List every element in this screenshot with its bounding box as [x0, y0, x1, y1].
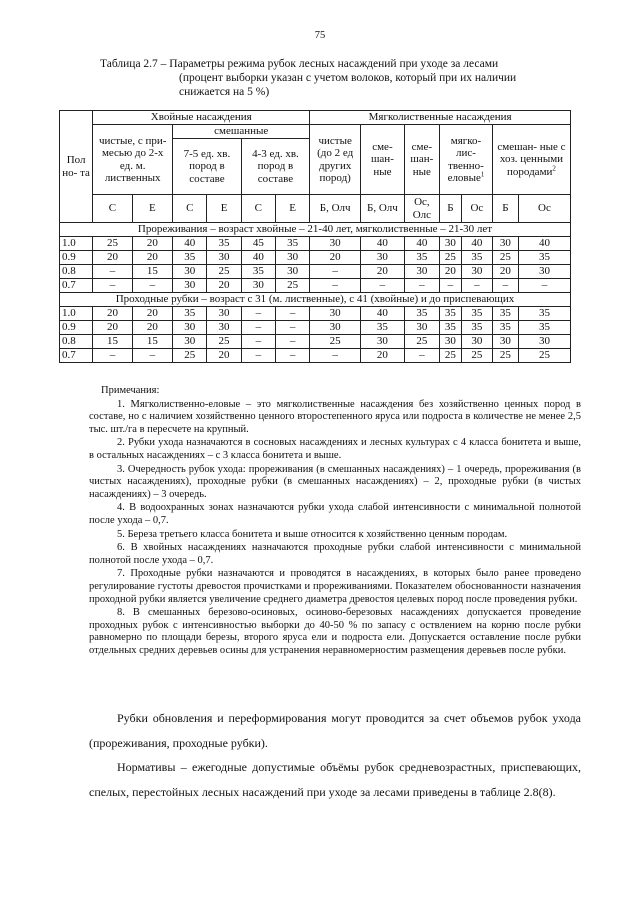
value-cell: 25 — [492, 349, 518, 363]
value-cell: 20 — [361, 265, 405, 279]
value-cell: – — [461, 279, 492, 293]
value-cell: 35 — [404, 251, 439, 265]
value-cell: 35 — [492, 307, 518, 321]
header-mixed-1: сме- шан- ные — [361, 125, 405, 195]
value-cell: 15 — [93, 335, 132, 349]
value-cell: 30 — [207, 251, 241, 265]
value-cell: 35 — [440, 321, 462, 335]
header-myagko: мягко- лис- твенно- еловые$^1$ — [440, 125, 493, 195]
caption-line-1: Таблица 2.7 – Параметры режима рубок лесных насаждений при уходе за лесами — [100, 58, 499, 70]
body-paragraph-1: Рубки обновления и переформирования могут проводится за счет объемов рубок ухода (прореживания, проходные рубки). — [89, 711, 581, 750]
value-cell: 30 — [310, 237, 361, 251]
species-cell: Б — [440, 195, 462, 223]
value-cell: 25 — [440, 349, 462, 363]
value-cell: 35 — [361, 321, 405, 335]
value-cell: 35 — [404, 307, 439, 321]
value-cell: 20 — [132, 307, 172, 321]
value-cell: – — [132, 279, 172, 293]
table-row — [60, 237, 571, 251]
value-cell: – — [518, 279, 570, 293]
value-cell: 20 — [310, 251, 361, 265]
value-cell: – — [275, 307, 309, 321]
species-row — [60, 195, 571, 223]
value-cell: 25 — [404, 335, 439, 349]
note-item: 1. Мягколиственно-еловые – это мягколиственные насаждения без хозяйственно ценных пород в составе, но с наличием хозяйственно ценного второстепенного яруса или подроста в количестве не менее 2,5 тыс. шт./га в пересчете на крупный. — [89, 398, 581, 435]
value-cell: 20 — [132, 321, 172, 335]
value-cell: – — [132, 349, 172, 363]
body-text — [89, 706, 581, 804]
species-cell: С — [93, 195, 132, 223]
header-clean-conifer: чистые, с при- месью до 2-х ед. м. лиственных — [93, 125, 173, 195]
value-cell: 35 — [492, 321, 518, 335]
polnota-cell: 0.8 — [60, 265, 93, 279]
value-cell: – — [275, 335, 309, 349]
species-cell: Б, Олч — [361, 195, 405, 223]
note-item: 4. В водоохранных зонах назначаются рубки ухода слабой интенсивности с минимальной полнотой после ухода – 0,7. — [89, 502, 581, 526]
body-paragraph-2: Нормативы – ежегодные допустимые объёмы рубок средневозрастных, приспевающих, спелых, перестойных лесных насаждений при уходе за лесами приведены в таблице 2.8(8). — [89, 760, 581, 799]
table-row — [60, 279, 571, 293]
species-cell: Е — [207, 195, 241, 223]
value-cell: 30 — [518, 335, 570, 349]
polnota-cell: 0.9 — [60, 251, 93, 265]
note-item: 2. Рубки ухода назначаются в сосновых насаждениях и лесных культурах с 4 класса бонитета и выше, в остальных насаждениях – с 3 класса бонитета и выше. — [89, 437, 581, 461]
value-cell: – — [361, 279, 405, 293]
value-cell: 35 — [518, 321, 570, 335]
table-row — [60, 335, 571, 349]
table-row — [60, 349, 571, 363]
value-cell: 30 — [361, 335, 405, 349]
value-cell: 30 — [518, 265, 570, 279]
value-cell: 30 — [275, 265, 309, 279]
value-cell: 40 — [241, 251, 275, 265]
header-polnota: Пол но- та — [60, 111, 93, 223]
cutting-parameters-table — [59, 110, 571, 363]
species-cell: С — [173, 195, 207, 223]
value-cell: – — [241, 321, 275, 335]
value-cell: 35 — [241, 265, 275, 279]
value-cell: – — [241, 335, 275, 349]
species-cell: Е — [275, 195, 309, 223]
value-cell: 25 — [93, 237, 132, 251]
value-cell: 40 — [461, 237, 492, 251]
value-cell: 35 — [440, 307, 462, 321]
value-cell: – — [310, 279, 361, 293]
value-cell: 35 — [461, 251, 492, 265]
value-cell: 40 — [173, 237, 207, 251]
value-cell: 30 — [173, 279, 207, 293]
value-cell: 30 — [404, 265, 439, 279]
value-cell: 40 — [518, 237, 570, 251]
value-cell: 20 — [132, 251, 172, 265]
value-cell: – — [492, 279, 518, 293]
value-cell: 20 — [93, 251, 132, 265]
note-item: 6. В хвойных насаждениях назначаются проходные рубки слабой интенсивности с минимальной полнотой после ухода – 0,7. — [89, 542, 581, 566]
value-cell: 30 — [461, 265, 492, 279]
value-cell: 40 — [361, 307, 405, 321]
value-cell: 35 — [207, 237, 241, 251]
value-cell: 30 — [241, 279, 275, 293]
header-soft: Мягколиственные насаждения — [310, 111, 571, 125]
polnota-cell: 1.0 — [60, 237, 93, 251]
species-cell: Б — [492, 195, 518, 223]
value-cell: 35 — [275, 237, 309, 251]
value-cell: 30 — [207, 307, 241, 321]
value-cell: 30 — [440, 335, 462, 349]
value-cell: 20 — [440, 265, 462, 279]
value-cell: 30 — [492, 335, 518, 349]
page-number: 75 — [314, 30, 326, 41]
header-conifer: Хвойные насаждения — [93, 111, 310, 125]
polnota-cell: 1.0 — [60, 307, 93, 321]
value-cell: 25 — [440, 251, 462, 265]
header-mixed-valuable: смешан- ные с хоз. ценными породами$^2$ — [492, 125, 570, 195]
value-cell: – — [310, 265, 361, 279]
value-cell: – — [241, 349, 275, 363]
note-item: 8. В смешанных березово-осиновых, осиново-березовых насаждениях допускается проведение проходных рубок с интенсивностью выборки до 40-50 % по запасу с оствлением на корню после рубки равномерно по площади березы, второго яруса ели и подроста ели. Допускается оставление после рубки отдельных средних деревьев осины для устранения неравномерностим размещения деревьев после рубки. — [89, 607, 581, 656]
value-cell: 25 — [207, 335, 241, 349]
table-row — [60, 251, 571, 265]
header-clean-soft: чистые (до 2 ед других пород) — [310, 125, 361, 195]
value-cell: – — [275, 349, 309, 363]
value-cell: 25 — [173, 349, 207, 363]
value-cell: 15 — [132, 265, 172, 279]
value-cell: – — [310, 349, 361, 363]
species-cell: Б, Олч — [310, 195, 361, 223]
note-item: 3. Очередность рубок ухода: прореживания (в смешанных насаждениях) – 1 очередь, прореживания (в чистых насаждениях), проходные рубки (в смешанных насаждениях) – 2, проходные рубки (в чистых насаждениях) – 3 очередь. — [89, 463, 581, 500]
value-cell: 30 — [461, 335, 492, 349]
section-passage: Проходные рубки – возраст с 31 (м. лиственные), с 41 (хвойные) и до приспевающих — [60, 293, 571, 307]
value-cell: 35 — [518, 307, 570, 321]
value-cell: 45 — [241, 237, 275, 251]
value-cell: 15 — [132, 335, 172, 349]
notes — [89, 385, 581, 658]
table-caption — [100, 57, 570, 99]
section-thinning: Прореживания – возраст хвойные – 21-40 лет, мягколиственные – 21-30 лет — [60, 223, 571, 237]
value-cell: 20 — [207, 349, 241, 363]
value-cell: 40 — [404, 237, 439, 251]
value-cell: 20 — [207, 279, 241, 293]
value-cell: 30 — [310, 307, 361, 321]
species-cell: Ос — [518, 195, 570, 223]
value-cell: 30 — [404, 321, 439, 335]
value-cell: 35 — [461, 307, 492, 321]
polnota-cell: 0.7 — [60, 349, 93, 363]
value-cell: – — [404, 279, 439, 293]
value-cell: 30 — [173, 335, 207, 349]
species-cell: Ос — [461, 195, 492, 223]
value-cell: 25 — [207, 265, 241, 279]
value-cell: 35 — [173, 251, 207, 265]
value-cell: 20 — [492, 265, 518, 279]
polnota-cell: 0.8 — [60, 335, 93, 349]
value-cell: 30 — [492, 237, 518, 251]
value-cell: – — [275, 321, 309, 335]
header-mixed-7-5: 7-5 ед. хв. пород в составе — [173, 139, 242, 195]
value-cell: 40 — [361, 237, 405, 251]
value-cell: 30 — [361, 251, 405, 265]
value-cell: 30 — [275, 251, 309, 265]
value-cell: 20 — [93, 321, 132, 335]
notes-title: Примечания: — [101, 385, 160, 396]
value-cell: 30 — [310, 321, 361, 335]
value-cell: 30 — [440, 237, 462, 251]
value-cell: – — [404, 349, 439, 363]
value-cell: 20 — [361, 349, 405, 363]
value-cell: 35 — [518, 251, 570, 265]
value-cell: 25 — [461, 349, 492, 363]
polnota-cell: 0.9 — [60, 321, 93, 335]
header-mixed-4-3: 4-3 ед. хв. пород в составе — [241, 139, 310, 195]
table-row — [60, 321, 571, 335]
caption-line-2: (процент выборки указан с учетом волоков, который при их наличии — [179, 72, 517, 84]
value-cell: 20 — [93, 307, 132, 321]
value-cell: – — [93, 349, 132, 363]
note-item: 7. Проходные рубки назначаются и проводятся в насаждениях, в которых было ранее проведено регулирование густоты древостоя прочистками и прореживаниями. Показателем обоснованности назначения проходной рубки является увеличение среднего диаметра древостоя целевых пород после проведения рубки. — [89, 568, 581, 605]
table-row — [60, 307, 571, 321]
table-row — [60, 265, 571, 279]
value-cell: 25 — [518, 349, 570, 363]
species-cell: Ос, Олс — [404, 195, 439, 223]
value-cell: 20 — [132, 237, 172, 251]
value-cell: – — [93, 265, 132, 279]
value-cell: – — [93, 279, 132, 293]
value-cell: 30 — [207, 321, 241, 335]
caption-line-3: снижается на 5 %) — [179, 86, 270, 98]
value-cell: 35 — [173, 307, 207, 321]
value-cell: – — [241, 307, 275, 321]
polnota-cell: 0.7 — [60, 279, 93, 293]
value-cell: 25 — [275, 279, 309, 293]
header-mixed-2: сме- шан- ные — [404, 125, 439, 195]
header-mixed: смешанные — [173, 125, 310, 139]
value-cell: 35 — [461, 321, 492, 335]
value-cell: 25 — [310, 335, 361, 349]
value-cell: – — [440, 279, 462, 293]
species-cell: Е — [132, 195, 172, 223]
species-cell: С — [241, 195, 275, 223]
value-cell: 30 — [173, 321, 207, 335]
value-cell: 30 — [173, 265, 207, 279]
value-cell: 25 — [492, 251, 518, 265]
note-item: 5. Береза третьего класса бонитета и выше относится к хозяйственно ценным породам. — [117, 528, 508, 540]
